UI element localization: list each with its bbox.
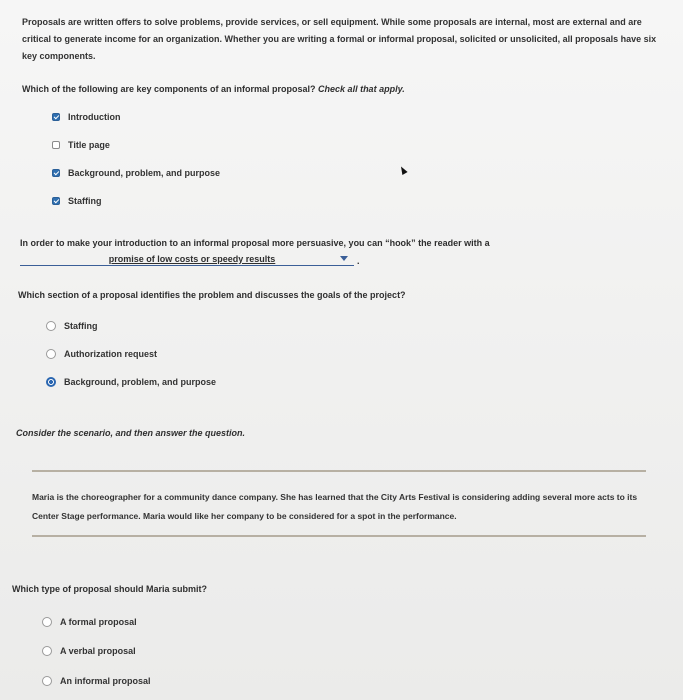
- radio-unselected-icon[interactable]: [46, 349, 56, 359]
- q3-prompt: Which section of a proposal identifies the problem and discusses the goals of the project?: [18, 290, 406, 300]
- checkbox-checked-icon[interactable]: [52, 197, 60, 205]
- q4-option-label: A verbal proposal: [60, 646, 136, 656]
- q1-prompt-text: Which of the following are key components of an informal proposal?: [22, 84, 316, 94]
- radio-unselected-icon[interactable]: [46, 321, 56, 331]
- q4-option-formal[interactable]: [42, 617, 137, 627]
- radio-unselected-icon[interactable]: [42, 617, 52, 627]
- q1-option-introduction[interactable]: [52, 112, 121, 122]
- q1-option-label: Introduction: [68, 112, 121, 122]
- radio-selected-icon[interactable]: [46, 377, 56, 387]
- q4-option-verbal[interactable]: [42, 646, 136, 656]
- q3-option-staffing[interactable]: [46, 321, 98, 331]
- q4-option-informal[interactable]: [42, 676, 151, 686]
- checkbox-checked-icon[interactable]: [52, 113, 60, 121]
- q3-option-label: Authorization request: [64, 349, 158, 359]
- mouse-pointer-icon: [398, 165, 407, 175]
- radio-unselected-icon[interactable]: [42, 646, 52, 656]
- scenario-text: Maria is the choreographer for a community dance company. She has learned that the City Arts Festival is considering adding several more acts to its Center Stage performance. Maria would like her company to be considered for a spot in the performance.: [32, 492, 638, 521]
- q1-instruction: Check all that apply.: [318, 84, 405, 94]
- q1-option-label: Title page: [68, 140, 110, 150]
- q1-option-title-page[interactable]: [52, 140, 110, 150]
- q1-prompt: [22, 84, 405, 94]
- q1-option-label: Staffing: [68, 196, 102, 206]
- radio-unselected-icon[interactable]: [42, 676, 52, 686]
- scenario-instruction: [16, 428, 245, 438]
- q1-option-background[interactable]: [52, 168, 220, 178]
- q2-prompt: In order to make your introduction to an informal proposal more persuasive, you can “hook” the reader with a: [20, 238, 490, 248]
- q2-answer-dropdown[interactable]: [20, 252, 354, 266]
- q2-dropdown-value: promise of low costs or speedy results: [108, 253, 276, 264]
- q1-option-label: Background, problem, and purpose: [68, 168, 221, 178]
- intro-paragraph: Proposals are written offers to solve problems, provide services, or sell equipment. While some proposals are internal, most are external and are critical to generate income for an organization. Whether you are writing a formal or informal proposal, solicited or unsolicited, all proposals have six key components.: [22, 17, 657, 61]
- chevron-down-icon[interactable]: [340, 256, 348, 261]
- q4-option-label: An informal proposal: [60, 676, 151, 686]
- q2-suffix: .: [357, 256, 360, 266]
- scenario-bottom-divider: [32, 535, 646, 537]
- scenario-instruction-text: Consider the scenario, and then answer the question.: [16, 428, 246, 438]
- scenario-top-divider: [32, 470, 646, 472]
- checkbox-unchecked-icon[interactable]: [52, 141, 60, 149]
- checkbox-checked-icon[interactable]: [52, 169, 60, 177]
- q3-option-label: Background, problem, and purpose: [64, 377, 217, 387]
- q3-option-label: Staffing: [64, 321, 98, 331]
- q3-option-background[interactable]: [46, 377, 216, 387]
- q4-prompt: Which type of proposal should Maria submit?: [12, 584, 208, 594]
- q4-option-label: A formal proposal: [60, 617, 137, 627]
- q3-option-authorization[interactable]: [46, 349, 157, 359]
- q1-option-staffing[interactable]: [52, 196, 102, 206]
